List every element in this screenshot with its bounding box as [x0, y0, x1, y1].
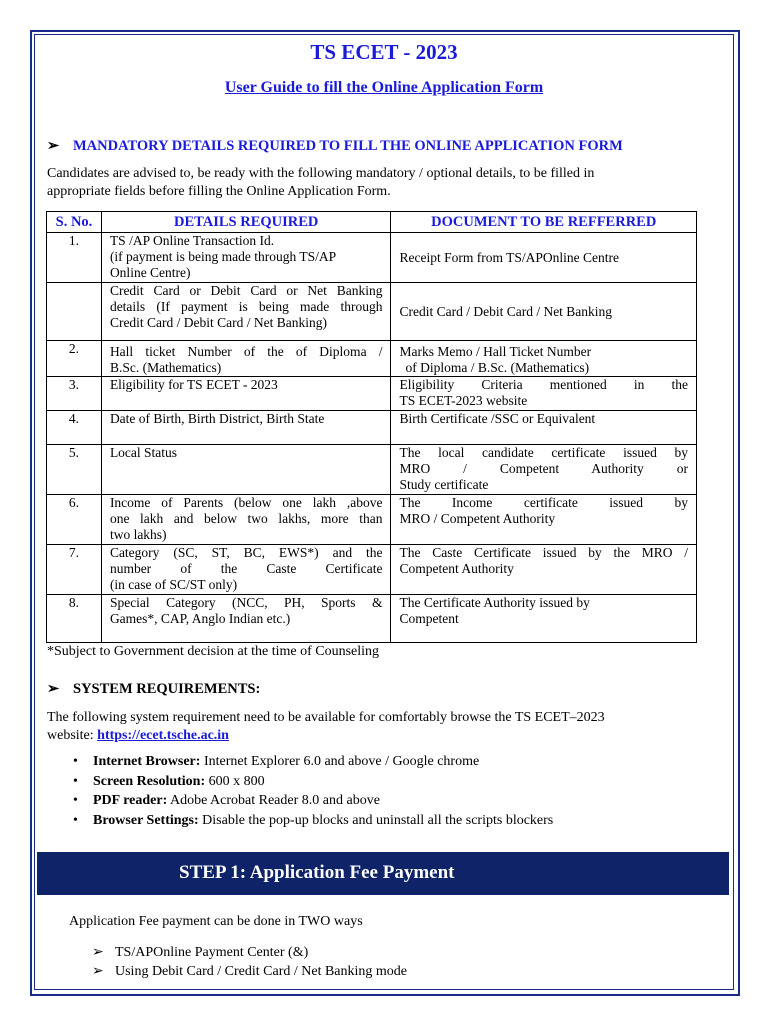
arrow-bullet-icon: ➢: [92, 945, 104, 960]
step1-title: STEP 1: Application Fee Payment: [179, 862, 455, 883]
mandatory-heading-text: MANDATORY DETAILS REQUIRED TO FILL THE ONLINE APPLICATION FORM: [73, 138, 623, 154]
system-intro-prefix: website:: [47, 728, 98, 743]
requirement-value: Adobe Acrobat Reader 8.0 and above: [167, 793, 380, 808]
payment-way: TS/APOnline Payment Center (&): [115, 945, 309, 960]
details-line: Special Category (NCC, PH, Sports &: [109, 595, 383, 610]
document-line: Study certificate: [399, 477, 489, 492]
document-line: The Income certificate issued by: [399, 495, 688, 510]
details-line: Hall ticket Number of the of Diploma /: [109, 344, 383, 359]
list-item: [47, 752, 553, 772]
counseling-footnote: *Subject to Government decision at the time of Counseling: [47, 644, 380, 659]
page-title: TS ECET - 2023: [310, 40, 458, 64]
cell-details: [101, 495, 391, 545]
header-details: DETAILS REQUIRED: [101, 212, 391, 233]
cell-document: [391, 341, 697, 377]
document-line: Marks Memo / Hall Ticket Number: [399, 344, 592, 359]
details-line: one lakh and below two lakhs, more than: [109, 511, 383, 526]
document-line: MRO / Competent Authority or: [399, 461, 688, 476]
details-line: number of the Caste Certificate: [109, 561, 383, 576]
details-line: Games*, CAP, Anglo Indian etc.): [109, 611, 291, 626]
table-row: [47, 233, 697, 283]
cell-sno: 3.: [47, 377, 102, 411]
cell-details: [101, 341, 391, 377]
document-line: Competent Authority: [399, 561, 514, 576]
website-link[interactable]: https://ecet.tsche.ac.in: [97, 728, 229, 743]
bullet-icon: •: [73, 754, 78, 769]
mandatory-intro: [47, 165, 722, 201]
document-line: MRO / Competent Authority: [399, 511, 556, 526]
cell-details: [101, 545, 391, 595]
page-subtitle: User Guide to fill the Online Application Form: [224, 79, 544, 96]
system-requirements-list: [47, 752, 553, 830]
document-line: Credit Card / Debit Card / Net Banking: [399, 303, 613, 319]
table-row: [47, 377, 697, 411]
details-line: Income of Parents (below one lakh ,above: [109, 495, 383, 510]
table-row: [47, 411, 697, 445]
document-line: The Caste Certificate issued by the MRO /: [399, 545, 688, 560]
cell-sno: 5.: [47, 445, 102, 495]
details-line: Credit Card / Debit Card / Net Banking): [109, 315, 328, 330]
step1-intro: Application Fee payment can be done in TWO ways: [69, 914, 363, 929]
list-item: [92, 943, 407, 962]
cell-document: [391, 283, 697, 341]
header-document: DOCUMENT TO BE REFFERRED: [391, 212, 697, 233]
system-intro: [47, 709, 722, 745]
payment-way: Using Debit Card / Credit Card / Net Banking mode: [115, 964, 408, 979]
cell-sno: 1.: [47, 233, 102, 283]
cell-sno: 6.: [47, 495, 102, 545]
requirement-value: 600 x 800: [205, 773, 265, 789]
details-line: Online Centre): [109, 265, 191, 280]
system-heading-text: SYSTEM REQUIREMENTS:: [73, 681, 261, 697]
table-row: [47, 595, 697, 643]
details-line: Date of Birth, Birth District, Birth State: [109, 411, 325, 426]
system-intro-line: The following system requirement need to be available for comfortably browse the TS ECET–2023: [47, 710, 605, 725]
document-line: of Diploma / B.Sc. (Mathematics): [405, 360, 590, 375]
cell-details: [101, 377, 391, 411]
table-row: [47, 341, 697, 377]
document-line: The Certificate Authority issued by: [399, 595, 590, 610]
bullet-icon: •: [73, 773, 78, 789]
step1-banner: [37, 852, 729, 895]
list-item: [47, 811, 553, 831]
details-line: two lakhs): [109, 527, 167, 542]
requirement-label: Screen Resolution:: [93, 773, 206, 789]
arrow-bullet-icon: ➢: [47, 138, 60, 154]
requirements-table: [46, 211, 697, 643]
list-item: [47, 791, 553, 811]
mandatory-intro-line: appropriate fields before filling the Online Application Form.: [47, 184, 391, 199]
table-header-row: [47, 212, 697, 233]
requirement-label: Browser Settings:: [93, 812, 199, 828]
cell-details: [101, 411, 391, 445]
requirement-label: PDF reader:: [93, 793, 168, 808]
details-line: Category (SC, ST, BC, EWS*) and the: [109, 545, 383, 560]
details-line: (if payment is being made through TS/AP: [109, 249, 337, 264]
list-item: [92, 962, 407, 981]
cell-details: [101, 445, 391, 495]
details-line: Credit Card or Debit Card or Net Banking: [109, 283, 383, 298]
list-item: [47, 772, 553, 792]
cell-document: [391, 377, 697, 411]
payment-ways-list: [92, 943, 407, 981]
details-line: TS /AP Online Transaction Id.: [109, 233, 275, 248]
document-line: Competent: [399, 611, 459, 626]
document-line: Receipt Form from TS/APOnline Centre: [399, 249, 619, 265]
cell-document: [391, 233, 697, 283]
cell-sno: 7.: [47, 545, 102, 595]
arrow-bullet-icon: ➢: [47, 681, 60, 697]
details-line: Eligibility for TS ECET - 2023: [109, 377, 278, 392]
details-line: Local Status: [109, 445, 178, 460]
cell-sno: [47, 283, 102, 341]
cell-details: [101, 233, 391, 283]
mandatory-section-heading: [47, 138, 623, 155]
cell-document: [391, 595, 697, 643]
mandatory-intro-line: Candidates are advised to, be ready with the following mandatory / optional details, to be filled in: [47, 166, 595, 181]
requirement-value: Disable the pop-up blocks and uninstall all the scripts blockers: [198, 812, 554, 828]
document-line: The local candidate certificate issued by: [399, 445, 688, 460]
bullet-icon: •: [73, 812, 78, 828]
cell-document: [391, 445, 697, 495]
cell-sno: 8.: [47, 595, 102, 643]
table-row: [47, 495, 697, 545]
cell-document: [391, 411, 697, 445]
document-line: Eligibility Criteria mentioned in the: [399, 377, 688, 392]
system-intro-line: [47, 727, 722, 745]
bullet-icon: •: [73, 793, 78, 808]
document-line: Birth Certificate /SSC or Equivalent: [399, 411, 596, 426]
table-row: [47, 445, 697, 495]
requirement-label: Internet Browser:: [93, 754, 201, 769]
details-line: B.Sc. (Mathematics): [109, 360, 222, 375]
details-line: details (If payment is being made through: [109, 299, 383, 314]
arrow-bullet-icon: ➢: [92, 964, 104, 979]
cell-sno: 2.: [47, 341, 102, 377]
requirement-value: Internet Explorer 6.0 and above / Google chrome: [200, 754, 480, 769]
details-line: (in case of SC/ST only): [109, 577, 238, 592]
cell-sno: 4.: [47, 411, 102, 445]
document-line: TS ECET-2023 website: [399, 393, 528, 408]
system-section-heading: [47, 681, 260, 698]
cell-details: [101, 595, 391, 643]
cell-details: [101, 283, 391, 341]
header-sno: S. No.: [47, 212, 102, 233]
table-row: [47, 545, 697, 595]
cell-document: [391, 495, 697, 545]
cell-document: [391, 545, 697, 595]
table-row: [47, 283, 697, 341]
